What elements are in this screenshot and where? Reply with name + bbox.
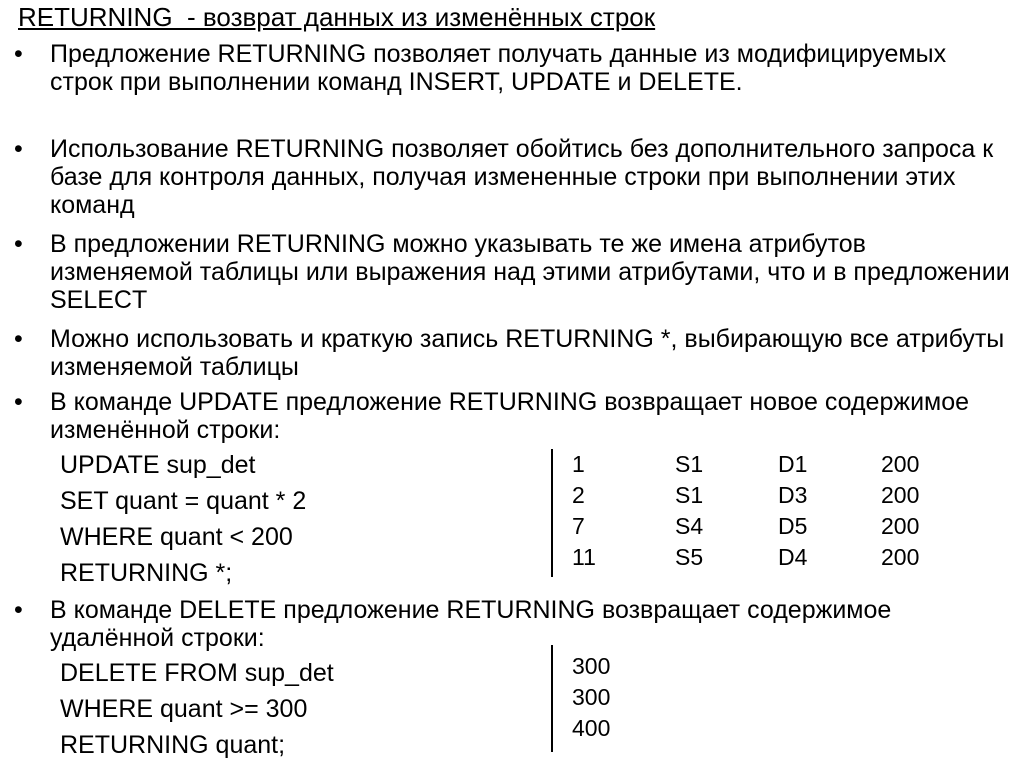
bullet-marker: • <box>14 40 23 68</box>
code-line: RETURNING *; <box>60 559 233 587</box>
table-cell: 200 <box>881 513 920 539</box>
table-cell: D1 <box>778 451 808 477</box>
result-value: 300 <box>572 653 611 679</box>
table-cell: 200 <box>881 482 920 508</box>
table-row <box>572 480 941 511</box>
bullet-text-4: Можно использовать и краткую запись RETURNING *, выбирающую все атрибуты изменяемой таблицы <box>50 325 1005 381</box>
result-value: 300 <box>572 684 611 710</box>
table-cell: D4 <box>778 544 808 570</box>
bullet-text-2: Использование RETURNING позволяет обойтись без дополнительного запроса к базе для контроля данных, получая измененные строки при выполнении этих команд <box>50 135 994 219</box>
table-row <box>572 449 941 480</box>
table-cell: 7 <box>572 513 585 539</box>
update-result-table <box>572 449 941 573</box>
code-line: UPDATE sup_det <box>60 451 256 479</box>
table-cell: S1 <box>675 482 704 508</box>
bullet-marker: • <box>14 596 23 624</box>
bullet-marker: • <box>14 135 23 163</box>
code-line: WHERE quant < 200 <box>60 523 293 551</box>
result-divider <box>551 449 553 577</box>
result-value: 400 <box>572 715 611 741</box>
table-cell: 200 <box>881 544 920 570</box>
table-cell: 1 <box>572 451 585 477</box>
bullet-text-6: В команде DELETE предложение RETURNING возвращает содержимое удалённой строки: <box>50 596 892 652</box>
update-code-block <box>60 447 306 591</box>
delete-result-list <box>572 651 610 744</box>
table-cell: S4 <box>675 513 704 539</box>
bullet-marker: • <box>14 325 23 353</box>
result-divider <box>551 645 553 752</box>
bullet-text-1: Предложение RETURNING позволяет получать данные из модифицируемых строк при выполнении команд INSERT, UPDATE и DELETE. <box>50 40 947 96</box>
table-cell: 200 <box>881 451 920 477</box>
slide-title: RETURNING - возврат данных из изменённых строк <box>18 2 656 32</box>
table-cell: D5 <box>778 513 808 539</box>
code-line: WHERE quant >= 300 <box>60 695 308 723</box>
table-cell: 11 <box>572 544 596 570</box>
table-cell: S1 <box>675 451 704 477</box>
table-cell: 2 <box>572 482 585 508</box>
code-line: SET quant = quant * 2 <box>60 487 307 515</box>
bullet-text-5: В команде UPDATE предложение RETURNING возвращает новое содержимое изменённой строки: <box>50 388 970 444</box>
table-cell: S5 <box>675 544 704 570</box>
code-line: DELETE FROM sup_det <box>60 659 334 687</box>
bullet-marker: • <box>14 388 23 416</box>
bullet-marker: • <box>14 230 23 258</box>
table-cell: D3 <box>778 482 808 508</box>
code-line: RETURNING quant; <box>60 731 286 759</box>
table-row <box>572 542 941 573</box>
delete-code-block <box>60 655 334 763</box>
bullet-text-3: В предложении RETURNING можно указывать те же имена атрибутов изменяемой таблицы или выражения над этими атрибутами, что и в предложении SELECT <box>50 230 1010 314</box>
table-row <box>572 511 941 542</box>
